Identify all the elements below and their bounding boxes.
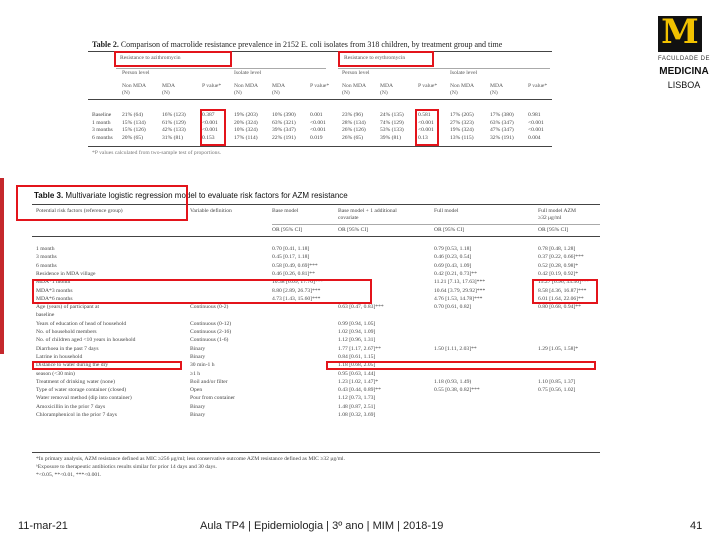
hdr-full-azm-sub: OR [95% CI] [538,227,569,233]
table-cell: 4.76 [1.53, 14.78]*** [434,295,483,302]
table-cell: 17% (380) [490,112,514,118]
table-row [16,263,616,270]
table-cell: <0.001 [528,119,544,126]
table-cell: 10% (324) [234,127,258,133]
col-p: P value* [528,83,548,89]
col-nonmda: Non MDA (N) [450,83,474,96]
mda-interaction-azm-box [532,279,598,304]
isolate-level-azm: Isolate level [234,70,262,76]
col-mda: MDA (N) [162,83,175,96]
person-level-azm: Person level [122,70,150,76]
table-row [88,120,552,127]
table-3 [16,178,616,496]
table-cell: 39% (81) [380,134,401,141]
table-cell: Continuous (0-12) [190,320,232,327]
col-nonmda: Non MDA (N) [342,83,366,96]
table-cell: 0.78 [0.48, 1.28] [538,246,576,252]
table-cell: 13% (115) [450,134,474,141]
table-row [16,312,616,319]
diarrhoea-row-values-box [326,361,596,370]
table-cell: 8.80 [2.89, 26.73]*** [272,287,321,294]
table-cell: 0.70 [0.41, 1.18] [272,246,310,252]
table-cell: 1.12 [0.96, 1.31] [338,337,376,344]
row-label: No. of household members [36,329,97,335]
hdr-factors: Potential risk factors (reference group) [36,208,123,214]
hdr-full-azm: Full model AZM [538,208,576,214]
table-cell: 1.50 [1.11, 2.03]** [434,345,477,352]
table-cell: 74% (129) [380,119,404,126]
person-level-ery: Person level [342,70,370,76]
hdr-base-add: Base model + 1 additional covariate [338,208,397,221]
table-cell: 16% (123) [162,112,186,118]
table-cell: Binary [190,353,206,360]
table-cell: ≥1 h [190,370,201,377]
table-row [16,304,616,311]
table-cell: Continuous (1-6) [190,337,229,344]
col-mda: MDA (N) [380,83,393,96]
table-cell: 11.21 [7.13, 17.63]*** [434,279,486,286]
table-3-footnote-1: *In primary analysis, AZM resistance defined as MIC ≥256 μg/ml; less conservative outcome AZM resistance defined as MIC ≥32 μg/ml. [36,456,346,462]
table-cell: Binary [190,345,206,352]
col-nonmda: Non MDA (N) [234,83,258,96]
table-cell: Boil and/or filter [190,378,228,385]
table-3-body [16,246,616,416]
row-label: MDA*6 months [36,295,73,302]
table-2-footnote: *P values calculated from two-sample test of proportions. [92,150,222,156]
table-cell: 19% (324) [450,127,474,133]
row-label: Amoxicillin in the prior 7 days [36,403,106,410]
table-cell: <0.001 [310,119,326,126]
table-cell: 0.13 [418,134,428,141]
table-row [16,337,616,344]
table-cell: 19% (203) [234,112,258,118]
logo-line-3: LISBOA [667,80,701,90]
table-3-footnote-2: ᵇExposure to therapeutic antibiotics results similar for prior 14 days and 30 days. [36,464,217,470]
table-cell: 1.77 [1.17, 2.67]** [338,345,381,352]
row-label: Type of water storage container (closed) [36,387,127,394]
table-cell: 1.23 [1.02, 1.47]* [338,378,379,385]
table-cell: <0.001 [528,127,544,133]
table-row [16,371,616,378]
table-row [88,127,552,134]
table-cell: <0.001 [202,119,218,126]
row-label: 6 months [92,134,113,141]
col-mda: MDA (N) [490,83,503,96]
logo-line-2: MEDICINA [659,66,709,77]
table-row [16,387,616,394]
row-label: 3 months [92,127,113,133]
table-cell: Binary [190,403,206,410]
table-cell: Pour from container [190,395,236,402]
table-cell: 0.37 [0.22, 0.66]*** [538,254,584,261]
table-cell: 1.02 [0.94, 1.09] [338,329,376,335]
table-cell: 32% (191) [490,134,514,141]
table-cell: 0.46 [0.23, 0.54] [434,254,472,261]
table-cell: 0.70 [0.61, 0.82] [434,304,472,311]
row-label: MDA*3 months [36,287,73,294]
table-cell: 0.004 [528,134,541,141]
risk-factors-header-box [16,185,188,221]
table-cell: 31% (81) [162,134,183,141]
row-label: Age (years) of participant at [36,304,100,311]
table-cell: 1.29 [1.05, 1.58]* [538,345,579,352]
col-mda: MDA (N) [272,83,285,96]
table-cell: 47% (347) [490,127,514,133]
table-2 [88,36,552,166]
table-cell: Open [190,387,203,394]
table-row [88,112,552,119]
table-3-footnote-3: *<0.05, **<0.01, ***<0.001. [36,472,102,478]
table-row [16,354,616,361]
table-cell: 6.01 [1.64, 22.06]** [538,295,584,302]
logo-glyph: M [661,12,699,52]
table-cell: 27% (323) [450,119,474,126]
row-label: Latrine in household [36,353,83,360]
row-label: 1 month [92,119,111,126]
p-value-azm-box [200,109,226,146]
table-cell: 63% (347) [490,119,514,126]
table-cell: 0.46 [0.26, 0.81]** [272,270,315,277]
table-cell: 22% (191) [272,134,296,141]
table-cell: 0.58 [0.49, 0.69]*** [272,262,318,269]
table-cell: 0.84 [0.61, 1.15] [338,353,376,360]
row-label: Residence in MDA village [36,270,96,277]
table-cell: 21% (64) [122,112,143,118]
table-row [16,329,616,336]
table-cell: 0.75 [0.56, 1.02] [538,387,576,394]
table-cell: 10% (390) [272,112,296,118]
table-cell: 0.42 [0.19, 0.92]* [538,270,579,277]
row-label: Distance to water during the dry [36,362,109,369]
hdr-base-add-sub: OR [95% CI] [338,227,369,233]
table-cell: 4.73 [1.43, 15.60]*** [272,295,321,302]
col-p: P value* [202,83,222,89]
table-cell: 0.69 [0.43, 1.09] [434,262,472,269]
accent-bar [0,178,4,354]
hdr-full-azm-2: ≥32 μg/ml [538,215,562,221]
table-cell: 1.18 [0.68, 2.05] [338,362,376,369]
table-cell: 10.38 [6.09, 17.70]*** [272,279,324,286]
logo-line-1: FACULDADE DE [657,56,710,62]
table-cell: 1.10 [0.85, 1.37] [538,378,576,385]
row-label: Baseline [92,112,112,118]
table-cell: 0.63 [0.47, 0.83]*** [338,304,384,311]
hdr-base-sub: OR [95% CI] [272,227,303,233]
isolate-level-ery: Isolate level [450,70,478,76]
table-cell: <0.001 [310,127,326,133]
table-row [16,246,616,253]
table-row [16,379,616,386]
group-ery-label: Resistance to erythromycin [344,55,406,61]
table-3-title: Table 3. Multivariate logistic regression model to evaluate risk factors for AZM resistance [34,191,348,200]
row-label: Diarrhoea in the past 7 days [36,345,99,352]
p-value-ery-box [415,109,439,146]
diarrhoea-row-box [32,361,182,370]
table-cell: 0.45 [0.17, 1.18] [272,254,310,261]
table-cell: 10.64 [3.79, 29.92]*** [434,287,486,294]
row-label: baseline [36,312,55,319]
table-cell: Continuous (2-16) [190,329,232,335]
row-label: Years of education of head of household [36,320,127,327]
table-cell: 0.981 [528,112,541,118]
table-cell: 1.12 [0.73, 1.73] [338,395,376,402]
table-cell: 61% (129) [162,119,186,126]
table-cell: 26% (65) [342,134,363,141]
table-cell: 15.27 [6.96, 33.50]*** [538,279,590,286]
table-cell: 0.55 [0.38, 0.82]*** [434,387,480,394]
row-label: No. of children aged <10 years in household [36,337,136,344]
table-row [16,254,616,261]
table-cell: 39% (347) [272,127,296,133]
table-cell: 0.95 [0.63, 1.44] [338,370,376,377]
table-cell: 42% (133) [162,127,186,133]
table-row [16,412,616,419]
table-row [16,346,616,353]
row-label: 3 months [36,254,57,261]
table-cell: 0.001 [310,112,323,118]
table-cell: 23% (96) [342,112,363,118]
table-cell: 30 min-1 h [190,362,215,369]
table-row [16,321,616,328]
mda-interaction-box [32,279,372,304]
table-cell: 8.58 [4.36, 16.87]*** [538,287,587,294]
row-label: Chloramphenicol in the prior 7 days [36,412,117,418]
hdr-full: Full model [434,208,459,214]
row-label: 6 months [36,262,57,269]
col-nonmda: Non MDA (N) [122,83,146,96]
table-cell: 0.80 [0.68, 0.94]** [538,304,581,311]
col-p: P value* [310,83,330,89]
row-label: Water removal method (dip into container) [36,395,132,402]
table-row [16,404,616,411]
table-cell: 0.019 [310,134,323,141]
table-2-title: Table 2. Comparison of macrolide resistance prevalence in 2152 E. coli isolates from 318 children, by treatment group and time [92,40,503,49]
table-row [16,395,616,402]
group-azm-label: Resistance to azithromycin [120,55,181,61]
col-p: P value* [418,83,438,89]
table-cell: 0.581 [418,112,431,118]
table-cell: 15% (134) [122,119,146,126]
row-label: season (<30 min) [36,370,75,377]
table-cell: 1.08 [0.32, 3.69] [338,412,376,418]
table-cell: 63% (321) [272,119,296,126]
hdr-full-sub: OR [95% CI] [434,227,465,233]
table-cell: 0.42 [0.21, 0.73]** [434,270,477,277]
footer-page-number: 41 [690,520,703,532]
table-cell: 0.387 [202,112,215,118]
table-cell: 24% (135) [380,112,404,118]
table-cell: 0.99 [0.94, 1.05] [338,320,376,327]
footer-course: Aula TP4 | Epidemiologia | 3º ano | MIM | 2018-19 [200,520,444,532]
hdr-definition: Variable definition [190,208,232,214]
table-cell: 0.52 [0.28, 0.98]* [538,262,579,269]
table-2-body [88,112,552,142]
table-row [88,135,552,142]
row-label: MDA*1 month [36,279,71,286]
table-cell: 0.79 [0.53, 1.18] [434,246,472,252]
table-cell: 53% (133) [380,127,404,133]
footer-date: 11-mar-21 [18,520,68,532]
table-cell: 17% (114) [234,134,258,141]
table-cell: 20% (65) [122,134,143,141]
hdr-base: Base model [272,208,299,214]
table-row [16,271,616,278]
table-cell: 1.48 [0.87, 2.51] [338,403,376,410]
table-cell: 17% (205) [450,112,474,118]
table-cell: 26% (126) [342,127,366,133]
table-cell: <0.001 [418,119,434,126]
table-cell: 28% (134) [342,119,366,126]
table-cell: 20% (324) [234,119,258,126]
row-label: Treatment of drinking water (none) [36,378,116,385]
table-cell: <0.001 [202,127,218,133]
table-cell: Continuous (0-2) [190,304,229,311]
table-cell: Binary [190,412,206,418]
table-cell: 15% (126) [122,127,146,133]
table-cell: <0.001 [418,127,434,133]
table-cell: 0.43 [0.44, 0.89]** [338,387,381,394]
table-cell: 0.153 [202,134,215,141]
table-cell: 1.18 (0.93, 1.49) [434,378,472,385]
row-label: 1 month [36,246,55,252]
